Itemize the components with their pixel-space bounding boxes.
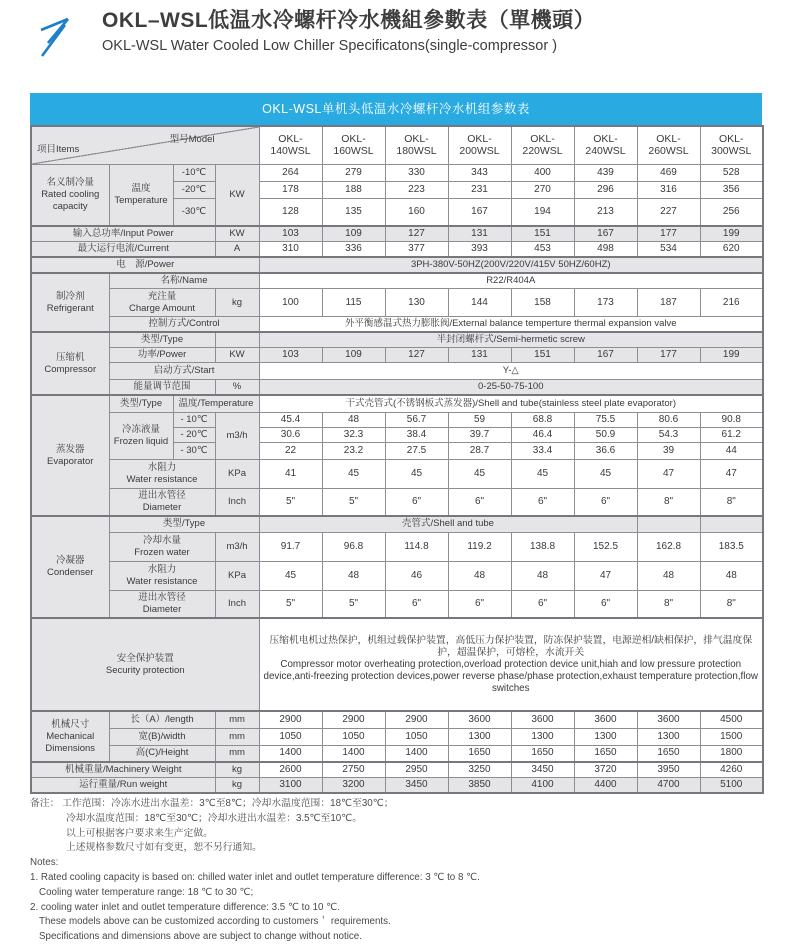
value-cell: 47 <box>574 561 637 590</box>
value-cell: 1300 <box>637 728 700 745</box>
temp-cell: - 30℃ <box>173 442 215 459</box>
value-cell: 1800 <box>700 745 763 762</box>
value-cell: 外平衡感温式热力膨胀阀/External balance temperture thermal expansion valve <box>259 317 763 333</box>
unit-cell: m3/h <box>215 532 259 561</box>
value-cell: 3250 <box>448 762 511 778</box>
section-label-condenser: 冷凝器 Condenser <box>31 516 109 618</box>
value-cell: 1050 <box>259 728 322 745</box>
value-cell: 296 <box>574 181 637 198</box>
section-label-dimensions: 机械尺寸 Mechanical Dimensions <box>31 711 109 762</box>
value-cell: 279 <box>322 164 385 181</box>
value-cell: 131 <box>448 226 511 242</box>
unit-cell: KW <box>215 348 259 363</box>
value-cell: 5" <box>322 590 385 618</box>
unit-cell: KW <box>215 164 259 226</box>
value-cell: 45 <box>574 459 637 488</box>
temp-cell: - 20℃ <box>173 427 215 442</box>
value-cell: 498 <box>574 242 637 258</box>
value-cell: 3450 <box>511 762 574 778</box>
table-row-evaporator-type <box>31 395 763 412</box>
unit-cell: mm <box>215 711 259 728</box>
value-cell: 119.2 <box>448 532 511 561</box>
value-cell: 330 <box>385 164 448 181</box>
section-label-evaporator: 蒸发器 Evaporator <box>31 395 109 516</box>
model-header: OKL- 200WSL <box>448 126 511 164</box>
note-line: 1. Rated cooling capacity is based on: chilled water inlet and outlet temperature difference: 3 ℃ to 8 ℃. <box>30 871 480 883</box>
value-cell: 3PH-380V-50HZ(200V/220V/415V 50HZ/60HZ) <box>259 257 763 273</box>
value-cell: 壳管式/Shell and tube <box>259 516 637 532</box>
table-row-current <box>31 242 763 258</box>
table-row-compressor-type <box>31 332 763 348</box>
model-header: OKL- 260WSL <box>637 126 700 164</box>
value-cell: 3450 <box>385 778 448 794</box>
note-line: Notes: <box>30 857 59 869</box>
unit-cell: A <box>215 242 259 258</box>
value-cell: 46 <box>385 561 448 590</box>
value-cell: 1650 <box>637 745 700 762</box>
value-cell: 6" <box>448 590 511 618</box>
note-line: 冷却水温度范围：18℃至30℃；冷却水进出水温差：3.5℃至10℃。 <box>66 812 363 824</box>
value-cell: 231 <box>448 181 511 198</box>
value-cell: 183.5 <box>700 532 763 561</box>
value-cell: 56.7 <box>385 412 448 427</box>
security-text-zh: 压缩机电机过热保护，机组过载保护装置，高低压力保护装置，防冻保护装置，电源逆相/缺相保护，排气温度保护，超温保护，可熔栓，水流开关 <box>269 634 753 658</box>
row-label: 进出水管径 Diameter <box>109 488 215 516</box>
table-row-refrigerant-name <box>31 273 763 289</box>
table-row-height <box>31 745 763 762</box>
table-row-width <box>31 728 763 745</box>
table-row-run-weight <box>31 778 763 794</box>
row-label: 能量调节范围 <box>109 380 215 396</box>
value-cell: 半封闭螺杆式/Semi-hermetic screw <box>259 332 763 348</box>
value-cell: 5" <box>322 488 385 516</box>
row-label: 安全保护装置 Security protection <box>31 618 259 711</box>
table-row-evap-resistance <box>31 459 763 488</box>
value-cell: 453 <box>511 242 574 258</box>
value-cell: 199 <box>700 348 763 363</box>
value-cell: 3200 <box>322 778 385 794</box>
table-row-cooling-10 <box>31 164 763 181</box>
row-label: 冷冻液量 Frozen liquid <box>109 412 173 459</box>
value-cell: 194 <box>511 198 574 226</box>
value-cell: 316 <box>637 181 700 198</box>
value-cell: 1050 <box>385 728 448 745</box>
value-cell: 160 <box>385 198 448 226</box>
empty-cell <box>637 516 700 532</box>
row-label: 水阻力 Water resistance <box>109 561 215 590</box>
value-cell: 109 <box>322 348 385 363</box>
value-cell: 439 <box>574 164 637 181</box>
value-cell: 177 <box>637 226 700 242</box>
table-row-machinery-weight <box>31 762 763 778</box>
value-cell: 28.7 <box>448 442 511 459</box>
row-label: 名称/Name <box>109 273 259 289</box>
row-label: 运行重量/Run weight <box>31 778 215 794</box>
value-cell: 620 <box>700 242 763 258</box>
table-row-header <box>31 126 763 164</box>
value-cell: 356 <box>700 181 763 198</box>
value-cell: 50.9 <box>574 427 637 442</box>
value-cell: 115 <box>322 289 385 317</box>
row-label: 宽(B)/width <box>109 728 215 745</box>
notes <box>30 797 760 945</box>
value-cell: 177 <box>637 348 700 363</box>
value-cell: 23.2 <box>322 442 385 459</box>
corner-cell <box>31 126 259 164</box>
table-row-start <box>31 363 763 380</box>
value-cell: 103 <box>259 226 322 242</box>
value-cell: 47 <box>700 459 763 488</box>
value-cell: 162.8 <box>637 532 700 561</box>
row-label: 充注量 Charge Amount <box>109 289 215 317</box>
value-cell: 1300 <box>448 728 511 745</box>
value-cell: 1300 <box>574 728 637 745</box>
value-cell: 343 <box>448 164 511 181</box>
value-cell: 8" <box>637 488 700 516</box>
value-cell: 6" <box>511 590 574 618</box>
row-label: 类型/Type <box>109 516 259 532</box>
value-cell: 1400 <box>259 745 322 762</box>
note-line: 备注： 工作范围：冷冻水进出水温差：3℃至8℃；冷却水温度范围：18℃至30℃； <box>30 798 394 809</box>
page-title: OKL–WSL低温水冷螺杆冷水機組參數表（單機頭） <box>102 9 596 32</box>
value-cell: 54.3 <box>637 427 700 442</box>
row-label: 长（A）/length <box>109 711 215 728</box>
value-cell: 90.8 <box>700 412 763 427</box>
value-cell: 100 <box>259 289 322 317</box>
value-cell: 167 <box>448 198 511 226</box>
value-cell: 3600 <box>637 711 700 728</box>
table-row-frozen-10 <box>31 412 763 427</box>
value-cell: 22 <box>259 442 322 459</box>
value-cell: 216 <box>700 289 763 317</box>
value-cell: 167 <box>574 226 637 242</box>
unit-cell <box>215 332 259 348</box>
table-row-power-supply <box>31 257 763 273</box>
value-cell: 6" <box>574 488 637 516</box>
value-cell: 130 <box>385 289 448 317</box>
value-cell: 44 <box>700 442 763 459</box>
unit-cell: % <box>215 380 259 396</box>
unit-cell: kg <box>215 762 259 778</box>
value-cell: 45 <box>322 459 385 488</box>
value-cell: 270 <box>511 181 574 198</box>
value-cell: 30.6 <box>259 427 322 442</box>
note-line: 以上可根据客户要求来生产定做。 <box>66 827 213 839</box>
unit-cell: kg <box>215 778 259 794</box>
row-label: 最大运行电流/Current <box>31 242 215 258</box>
value-cell: 45 <box>511 459 574 488</box>
value-cell: 1400 <box>385 745 448 762</box>
value-cell: 45.4 <box>259 412 322 427</box>
value-cell: 1650 <box>574 745 637 762</box>
value-cell: 4400 <box>574 778 637 794</box>
table-row-cond-resistance <box>31 561 763 590</box>
unit-cell: mm <box>215 745 259 762</box>
note-line: 2. cooling water inlet and outlet temperature difference: 3.5 ℃ to 10 ℃. <box>30 901 340 913</box>
unit-cell: KPa <box>215 561 259 590</box>
value-cell: 6" <box>574 590 637 618</box>
value-cell: 91.7 <box>259 532 322 561</box>
value-cell: 3600 <box>511 711 574 728</box>
value-cell: 32.3 <box>322 427 385 442</box>
value-cell: 158 <box>511 289 574 317</box>
value-cell: 6" <box>511 488 574 516</box>
unit-cell: kg <box>215 289 259 317</box>
value-cell: 46.4 <box>511 427 574 442</box>
model-header: OKL- 160WSL <box>322 126 385 164</box>
value-cell: 227 <box>637 198 700 226</box>
value-cell: 400 <box>511 164 574 181</box>
section-label-refrigerant: 制冷剂 Refrigerant <box>31 273 109 332</box>
value-cell: 68.8 <box>511 412 574 427</box>
value-cell: 3600 <box>574 711 637 728</box>
value-cell: 8" <box>700 488 763 516</box>
table-row-energy <box>31 380 763 396</box>
value-cell: 48 <box>700 561 763 590</box>
value-cell: 199 <box>700 226 763 242</box>
value-cell: 377 <box>385 242 448 258</box>
empty-cell <box>700 516 763 532</box>
value-cell: 2900 <box>259 711 322 728</box>
row-label: 类型/Type <box>109 332 215 348</box>
value-cell: 3850 <box>448 778 511 794</box>
value-cell: 138.8 <box>511 532 574 561</box>
value-cell: 96.8 <box>322 532 385 561</box>
value-cell: 3720 <box>574 762 637 778</box>
value-cell: 6" <box>385 488 448 516</box>
table-row-cond-diameter <box>31 590 763 618</box>
value-cell: Y-△ <box>259 363 763 380</box>
row-label: 高(C)/Height <box>109 745 215 762</box>
value-cell: 1500 <box>700 728 763 745</box>
items-label: 项目Items <box>37 143 80 155</box>
value-cell: 127 <box>385 348 448 363</box>
unit-cell: m3/h <box>215 412 259 459</box>
unit-cell: Inch <box>215 488 259 516</box>
value-cell: 173 <box>574 289 637 317</box>
value-cell: 469 <box>637 164 700 181</box>
value-cell: 2750 <box>322 762 385 778</box>
value-cell: 223 <box>385 181 448 198</box>
value-cell: 151 <box>511 226 574 242</box>
value-cell: 528 <box>700 164 763 181</box>
value-cell: 38.4 <box>385 427 448 442</box>
table-row-cond-flow <box>31 532 763 561</box>
unit-cell: mm <box>215 728 259 745</box>
value-cell: 45 <box>385 459 448 488</box>
value-cell: 59 <box>448 412 511 427</box>
model-header: OKL- 220WSL <box>511 126 574 164</box>
value-cell: 48 <box>322 412 385 427</box>
unit-cell: KW <box>215 226 259 242</box>
value-cell: 4500 <box>700 711 763 728</box>
value-cell: 5100 <box>700 778 763 794</box>
row-label: 机械重量/Machinery Weight <box>31 762 215 778</box>
page-header <box>30 8 760 56</box>
value-cell: 127 <box>385 226 448 242</box>
value-cell: 48 <box>637 561 700 590</box>
row-label: 电 源/Power <box>31 257 259 273</box>
value-cell: 3100 <box>259 778 322 794</box>
table-row-control <box>31 317 763 333</box>
value-cell: 393 <box>448 242 511 258</box>
model-header: OKL- 180WSL <box>385 126 448 164</box>
value-cell: 47 <box>637 459 700 488</box>
value-cell: 6" <box>385 590 448 618</box>
value-cell: 128 <box>259 198 322 226</box>
table-row-condenser-type <box>31 516 763 532</box>
row-label: 温度/Temperature <box>173 395 259 412</box>
value-cell: 5" <box>259 590 322 618</box>
row-label: 进出水管径 Diameter <box>109 590 215 618</box>
note-line: These models above can be customized according to customers＇ requirements. <box>39 916 391 928</box>
value-cell: 213 <box>574 198 637 226</box>
value-cell: 3600 <box>448 711 511 728</box>
value-cell: 45 <box>259 561 322 590</box>
model-header: OKL- 240WSL <box>574 126 637 164</box>
value-cell: 264 <box>259 164 322 181</box>
value-cell: 0-25-50-75-100 <box>259 380 763 396</box>
value-cell: 48 <box>511 561 574 590</box>
value-cell: 188 <box>322 181 385 198</box>
security-text-en: Compressor motor overheating protection,overload protection device unit,hiah and low pressure protection device,anti-freezing protection devices,power reverse phase/phase protection,exhaust temperature protection,flow switches <box>263 658 758 694</box>
spec-table <box>30 125 764 794</box>
row-label: 控制方式/Control <box>109 317 259 333</box>
page-subtitle: OKL-WSL Water Cooled Low Chiller Specificatons(single-compressor ) <box>102 38 558 54</box>
value-cell: 178 <box>259 181 322 198</box>
value-cell: 干式壳管式(不锈钢板式蒸发器)/Shell and tube(stainless steel plate evaporator) <box>259 395 763 412</box>
row-label: 水阻力 Water resistance <box>109 459 215 488</box>
value-cell: 1400 <box>322 745 385 762</box>
value-cell: 4100 <box>511 778 574 794</box>
value-cell: 336 <box>322 242 385 258</box>
value-cell: 8" <box>700 590 763 618</box>
value-cell: 109 <box>322 226 385 242</box>
table-row-evap-diameter <box>31 488 763 516</box>
value-cell: 6" <box>448 488 511 516</box>
row-label: 类型/Type <box>109 395 173 412</box>
table-row-security <box>31 618 763 711</box>
value-cell: 167 <box>574 348 637 363</box>
temp-cell: -10℃ <box>173 164 215 181</box>
temp-label: 温度 Temperature <box>109 164 173 226</box>
row-label: 启动方式/Start <box>109 363 259 380</box>
value-cell: 152.5 <box>574 532 637 561</box>
temp-cell: -20℃ <box>173 181 215 198</box>
value-cell: 4700 <box>637 778 700 794</box>
value-cell: 48 <box>448 561 511 590</box>
value-cell: 48 <box>322 561 385 590</box>
value-cell: 2900 <box>322 711 385 728</box>
note-line: Cooling water temperature range: 18 ℃ to 30 ℃; <box>39 886 254 898</box>
value-cell: 3950 <box>637 762 700 778</box>
row-label: 冷却水量 Frozen water <box>109 532 215 561</box>
value-cell: 534 <box>637 242 700 258</box>
value-cell: 8" <box>637 590 700 618</box>
value-cell: 36.6 <box>574 442 637 459</box>
arrow-logo-icon <box>35 12 81 62</box>
value-cell: 61.2 <box>700 427 763 442</box>
value-cell: 39 <box>637 442 700 459</box>
table-row-input-power <box>31 226 763 242</box>
table-banner: OKL-WSL单机头低温水冷螺杆冷水机组参数表 <box>30 93 762 125</box>
value-cell: 144 <box>448 289 511 317</box>
table-row-charge <box>31 289 763 317</box>
value-cell: 151 <box>511 348 574 363</box>
value-cell: R22/R404A <box>259 273 763 289</box>
value-cell: 187 <box>637 289 700 317</box>
value-cell: 39.7 <box>448 427 511 442</box>
unit-cell: KPa <box>215 459 259 488</box>
value-cell: 4260 <box>700 762 763 778</box>
value-cell: 310 <box>259 242 322 258</box>
value-cell: 2600 <box>259 762 322 778</box>
value-cell: 1300 <box>511 728 574 745</box>
value-cell: 2900 <box>385 711 448 728</box>
model-label: 型号Model <box>169 134 215 145</box>
note-line: Specifications and dimensions above are subject to change without notice. <box>39 931 362 943</box>
value-cell: 1050 <box>322 728 385 745</box>
note-line: 上述规格参数尺寸如有变更，恕不另行通知。 <box>66 842 262 854</box>
value-cell: 1650 <box>511 745 574 762</box>
model-header: OKL- 300WSL <box>700 126 763 164</box>
table-row-compressor-power <box>31 348 763 363</box>
value-cell: 2950 <box>385 762 448 778</box>
security-text <box>259 618 763 711</box>
section-label-cooling: 名义制冷量 Rated cooling capacity <box>31 164 109 226</box>
value-cell: 114.8 <box>385 532 448 561</box>
value-cell: 41 <box>259 459 322 488</box>
value-cell: 27.5 <box>385 442 448 459</box>
value-cell: 5" <box>259 488 322 516</box>
table-row-length <box>31 711 763 728</box>
value-cell: 80.6 <box>637 412 700 427</box>
model-header: OKL- 140WSL <box>259 126 322 164</box>
value-cell: 135 <box>322 198 385 226</box>
temp-cell: -30℃ <box>173 198 215 226</box>
row-label: 输入总功率/Input Power <box>31 226 215 242</box>
value-cell: 75.5 <box>574 412 637 427</box>
value-cell: 131 <box>448 348 511 363</box>
unit-cell: Inch <box>215 590 259 618</box>
value-cell: 256 <box>700 198 763 226</box>
section-label-compressor: 压缩机 Compressor <box>31 332 109 395</box>
value-cell: 33.4 <box>511 442 574 459</box>
value-cell: 45 <box>448 459 511 488</box>
temp-cell: - 10℃ <box>173 412 215 427</box>
value-cell: 1650 <box>448 745 511 762</box>
row-label: 功率/Power <box>109 348 215 363</box>
value-cell: 103 <box>259 348 322 363</box>
